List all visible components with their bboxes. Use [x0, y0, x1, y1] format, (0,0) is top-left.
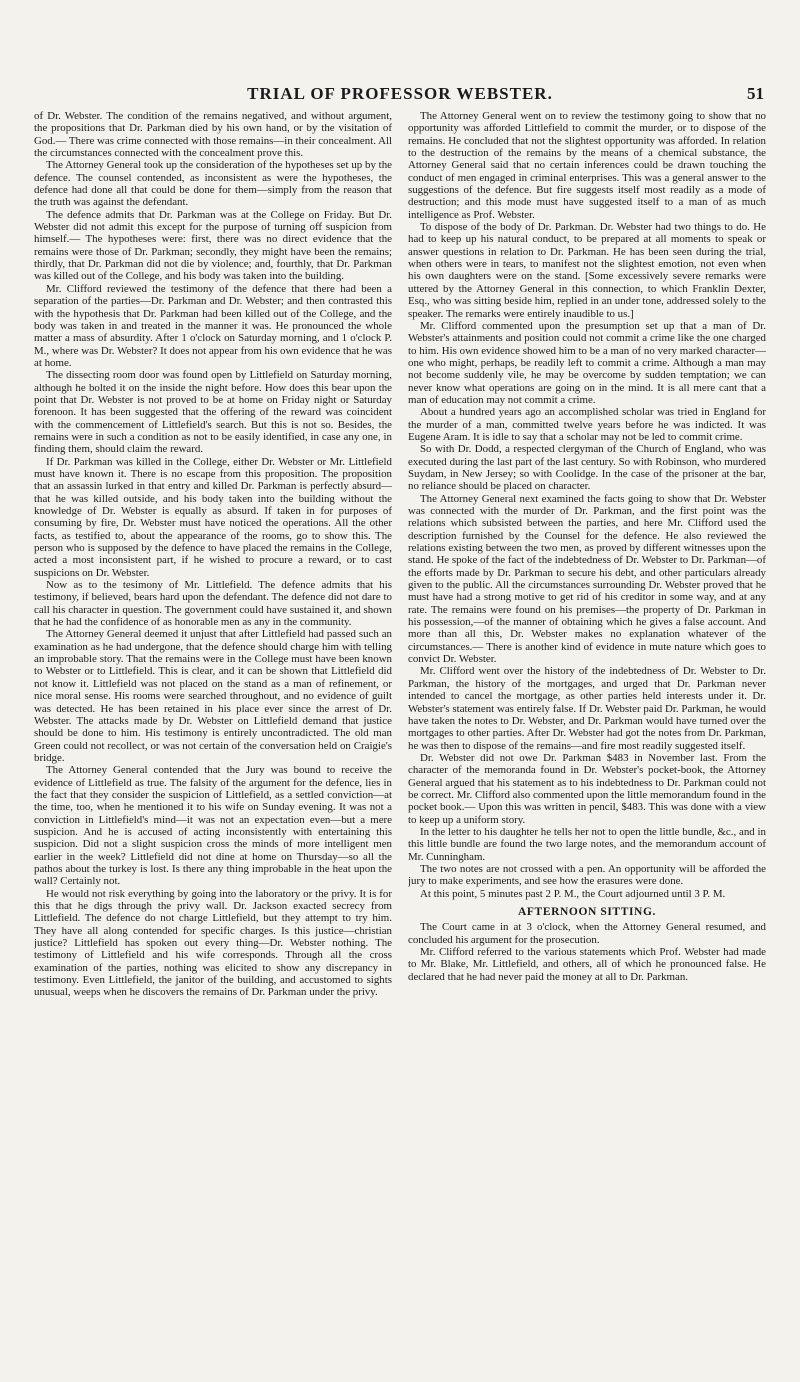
paragraph: The dissecting room door was found open by Littlefield on Saturday morning, although he bolted it on the inside the night before. How does this bear upon the point that Dr. Webster is not proved to be at home on Friday night or Saturday forenoon. It has been suggested that the offering of the reward was coincident with the commencement of Littlefield's search. But this is not so. Besides, the remains were in such a condition as not to be easily identified, in case any one, in finding them, should claim the reward. — [34, 369, 392, 456]
paragraph: In the letter to his daughter he tells her not to open the little bundle, &c., and in this little bundle are found the two large notes, and the memorandum account of Mr. Cunningham. — [408, 825, 766, 863]
paragraph: To dispose of the body of Dr. Parkman. Dr. Webster had two things to do. He had to keep up his natural conduct, to be prepared at all moments to speak or answer questions in relation to Dr. Parkman. He has been seen during the trial, when others were in tears, to manifest not the slightest emotion, not even when his own daughters were on the stand. [Some excessively severe remarks were uttered by the Attorney General in this connection, to which Franklin Dexter, Esq., who was sitting beside him, replied in an under tone, addressed solely to the speaker. The remarks were entirely inaudible to us.] — [408, 221, 766, 320]
paragraph: Dr. Webster did not owe Dr. Parkman $483 in November last. From the character of the memoranda found in Dr. Webster's pocket-book, the Attorney General argued that his statement as to his indebtedness to Dr. Parkman could not be correct. Mr. Clifford also commented upon the little memorandum found in the pocket book.— Upon this was written in pencil, $483. This was done with a view to keep up a uniform story. — [408, 751, 766, 826]
right-column — [408, 110, 766, 1372]
paragraph: About a hundred years ago an accomplished scholar was tried in England for the murder of a man, committed twelve years before he was indicted. It was Eugene Aram. It is idle to say that a scholar may not be led to commit crime. — [408, 406, 766, 443]
page-number: 51 — [747, 84, 764, 103]
paragraph: Mr. Clifford went over the history of the indebtedness of Dr. Webster to Dr. Parkman, the history of the mortgages, and urged that Dr. Parkman never intended to cancel the mortgage, as other parties held interests under it. Dr. Webster's statement was entirely false. If Dr. Webster paid Dr. Parkman, he would have taken the notes to Dr. Webster, and Dr. Parkman would have turned over the mortgages to other parties. After Dr. Webster had got the notes from Dr. Parkman, he was then to dispose of the remains—and fire most readily suggested itself. — [408, 665, 766, 752]
paragraph: He would not risk everything by going into the laboratory or the privy. It is for this that he digs through the privy wall. Dr. Jackson exacted secrecy from Littlefield. The defence do not charge Littlefield, but they attempt to try him. They have all along contended for specific charges. Is this justice—christian justice? Littlefield has spoken out every thing—Dr. Webster nothing. The testimony of Littlefield and his wife corresponds. Through all the cross examination of the parties, nothing was elicited to show any discrepancy in testimony. Even Littlefield, the janitor of the building, and accustomed to sights unusual, weeps when he discovers the remains of Dr. Parkman under the privy. — [34, 887, 392, 999]
paragraph: So with Dr. Dodd, a respected clergyman of the Church of England, who was executed during the last part of the last century. So with Robinson, who murdered Suydam, in New Jersey; so with Coolidge. In the case of the prisoner at the bar, no reliance should be placed on character. — [408, 443, 766, 493]
text-columns — [34, 110, 766, 1372]
paragraph: Mr. Clifford reviewed the testimony of the defence that there had been a separation of the parties—Dr. Parkman and Dr. Webster; and then contrasted this with the hypothesis that Dr. Parkman had been killed out of the College, and the body was taken in and treated in the manner it was. He pronounced the whole matter a mass of absurdity. After 1 o'clock on Saturday morning, and 1 o'clock P. M., where was Dr. Webster? It does not appear from his own evidence that he was at home. — [34, 282, 392, 369]
paragraph: Now as to the tesimony of Mr. Littlefield. The defence admits that his testimony, if believed, bears hard upon the defendant. The defence did not dare to call his character in question. The government could have sustained it, and shown that he had the confidence of as honorable men as any in the community. — [34, 579, 392, 629]
paragraph: of Dr. Webster. The condition of the remains negatived, and without argument, the propositions that Dr. Parkman died by his own hand, or by the visitation of God.— There was crime connected with those remains—in their concealment. All the circumstances connected with the concealment prove this. — [34, 110, 392, 160]
paragraph: At this point, 5 minutes past 2 P. M., the Court adjourned until 3 P. M. — [420, 887, 726, 900]
paragraph: The defence admits that Dr. Parkman was at the College on Friday. But Dr. Webster did not admit this except for the purpose of turning off suspicion from himself.— The hypotheses were: first, there was no direct evidence that the remains were those of Dr. Parkman; secondly, they might have been the remains; thirdly, that Dr. Parkman did not die by violence; and, fourthly, that Dr. Parkman was killed out of the College, and his body was taken into the building. — [34, 208, 392, 283]
running-title: TRIAL OF PROFESSOR WEBSTER. — [247, 84, 553, 103]
paragraph: The two notes are not crossed with a pen. An opportunity will be afforded the jury to make experiments, and see how the erasures were done. — [408, 862, 766, 888]
paragraph: Mr. Clifford commented upon the presumption set up that a man of Dr. Webster's attainments and position could not commit a crime like the one charged to him. His own evidence showed him to be a man of no very marked character—one who might, perhaps, be readily left to commit a crime. Although a man may not become suddenly vile, he may be overcome by sudden temptation; we can never know what operations are going on in the mind. It is all mere cant that a man of education may not commit a crime. — [408, 319, 766, 406]
page-header — [34, 84, 766, 108]
paragraph: The Court came in at 3 o'clock, when the Attorney General resumed, and concluded his argument for the prosecution. — [408, 921, 766, 946]
paragraph: The Attorney General contended that the Jury was bound to receive the evidence of Littlefield as true. The falsity of the argument for the defence, lies in the fact that they consider the suspicion of Littlefield, as a settled conviction—at the time, too, when he mentioned it to his wife on Sunday evening. It was not a conviction in Littlefield's mind—it was not an expectation even—but a mere suspicion. And he is accused of acting inconsistently with entertaining this suspicion. Did not a slight suspicion cross the minds of more intelligent men earlier in the week? Littlefield did not dine at home on Thursday—so all the pathos about the turkey is lost. Is there any thing improbable in the heat upon the wall? Certainly not. — [34, 764, 392, 888]
left-column — [34, 110, 392, 1372]
paragraph: If Dr. Parkman was killed in the College, either Dr. Webster or Mr. Littlefield must have known it. There is no escape from this proposition. The proposition that an assassin lurked in that entry and killed Dr. Parkman is perfectly absurd—that he was killed outside, and his body taken into the building without the knowledge of Dr. Webster is equally as absurd. If taken in for purposes of consuming by fire, Dr. Webster must have noticed the operations. All the other facts, as testified to, about the appearance of the rooms, go to show this. The person who is supposed by the defence to have placed the remains in the College, acted a most inconsistent part, if he wished to procure a reward, or to cast suspicions on Dr. Webster. — [34, 455, 392, 579]
paragraph: Mr. Clifford referred to the various statements which Prof. Webster had made to Mr. Blake, Mr. Littlefield, and others, all of which he pronounced false. He declared that he had never paid the money at all to Dr. Parkman. — [408, 946, 766, 983]
paragraph: The Attorney General took up the consideration of the hypotheses set up by the defence. The counsel contended, as inconsistent as were the hypotheses, the defence had done all that could be done for them—simply from the reason that the truth was against the defendant. — [34, 159, 392, 209]
paragraph: The Attorney General went on to review the testimony going to show that no opportunity was afforded Littlefield to commit the murder, or to dispose of the remains. He concluded that not the slightest opportunity was afforded. In relation to the destruction of the remains by the means of a chemical substance, the Attorney General said that no certain inferences could be drawn touching the conduct of men engaged in criminal enterprises. This was a general answer to the suggestions of the defence. But fire suggests itself most readily as a mode of destruction; and this mode must have suggested itself to a man of as much intelligence as Prof. Webster. — [408, 110, 766, 221]
paragraph: The Attorney General next examined the facts going to show that Dr. Webster was connected with the murder of Dr. Parkman, and the first point was the relations which subsisted between the parties, and here Mr. Clifford used the description furnished by the Counsel for the defence. He also reviewed the relations existing between the two men, as proved by different witnesses upon the stand. He spoke of the fact of the indebtedness of Dr. Webster to Dr. Parkman—of the efforts made by Dr. Parkman to secure his debt, and other particulars already given to the public. All the circumstances surrounding Dr. Webster proved that he must have had a strong motive to get rid of his creditor in some way, and at any rate. The remains were found on his premises—the property of Dr. Parkman in his possession,—of the manner of obtaining which he gives a false account. And more than all this, Dr. Webster makes no explanation whatever of the circumstances.— There is another kind of evidence in mute nature which goes to convict Dr. Webster. — [408, 492, 766, 666]
section-heading-afternoon: AFTERNOON SITTING. — [518, 906, 656, 918]
paragraph: The Attorney General deemed it unjust that after Littlefield had passed such an examination as he had undergone, that the defence should charge him with telling an improbable story. That the remains were in the College must have been known to Webster or to Littlefield. This is clear, and it can be shown that Littlefield did not know it. Littlefield was not placed on the stand as a man of refinement, or nice moral sense. His rooms were searched throughout, and no evidence of guilt was detected. He has been retained in his place ever since the arrest of Dr. Webster. The attacks made by Dr. Webster on Littlefield demand that justice should be done to him. His testimony is entirely uncontradicted. The old man Green could not recollect, or was not certain of the conversation held on Craigie's bridge. — [34, 628, 392, 764]
